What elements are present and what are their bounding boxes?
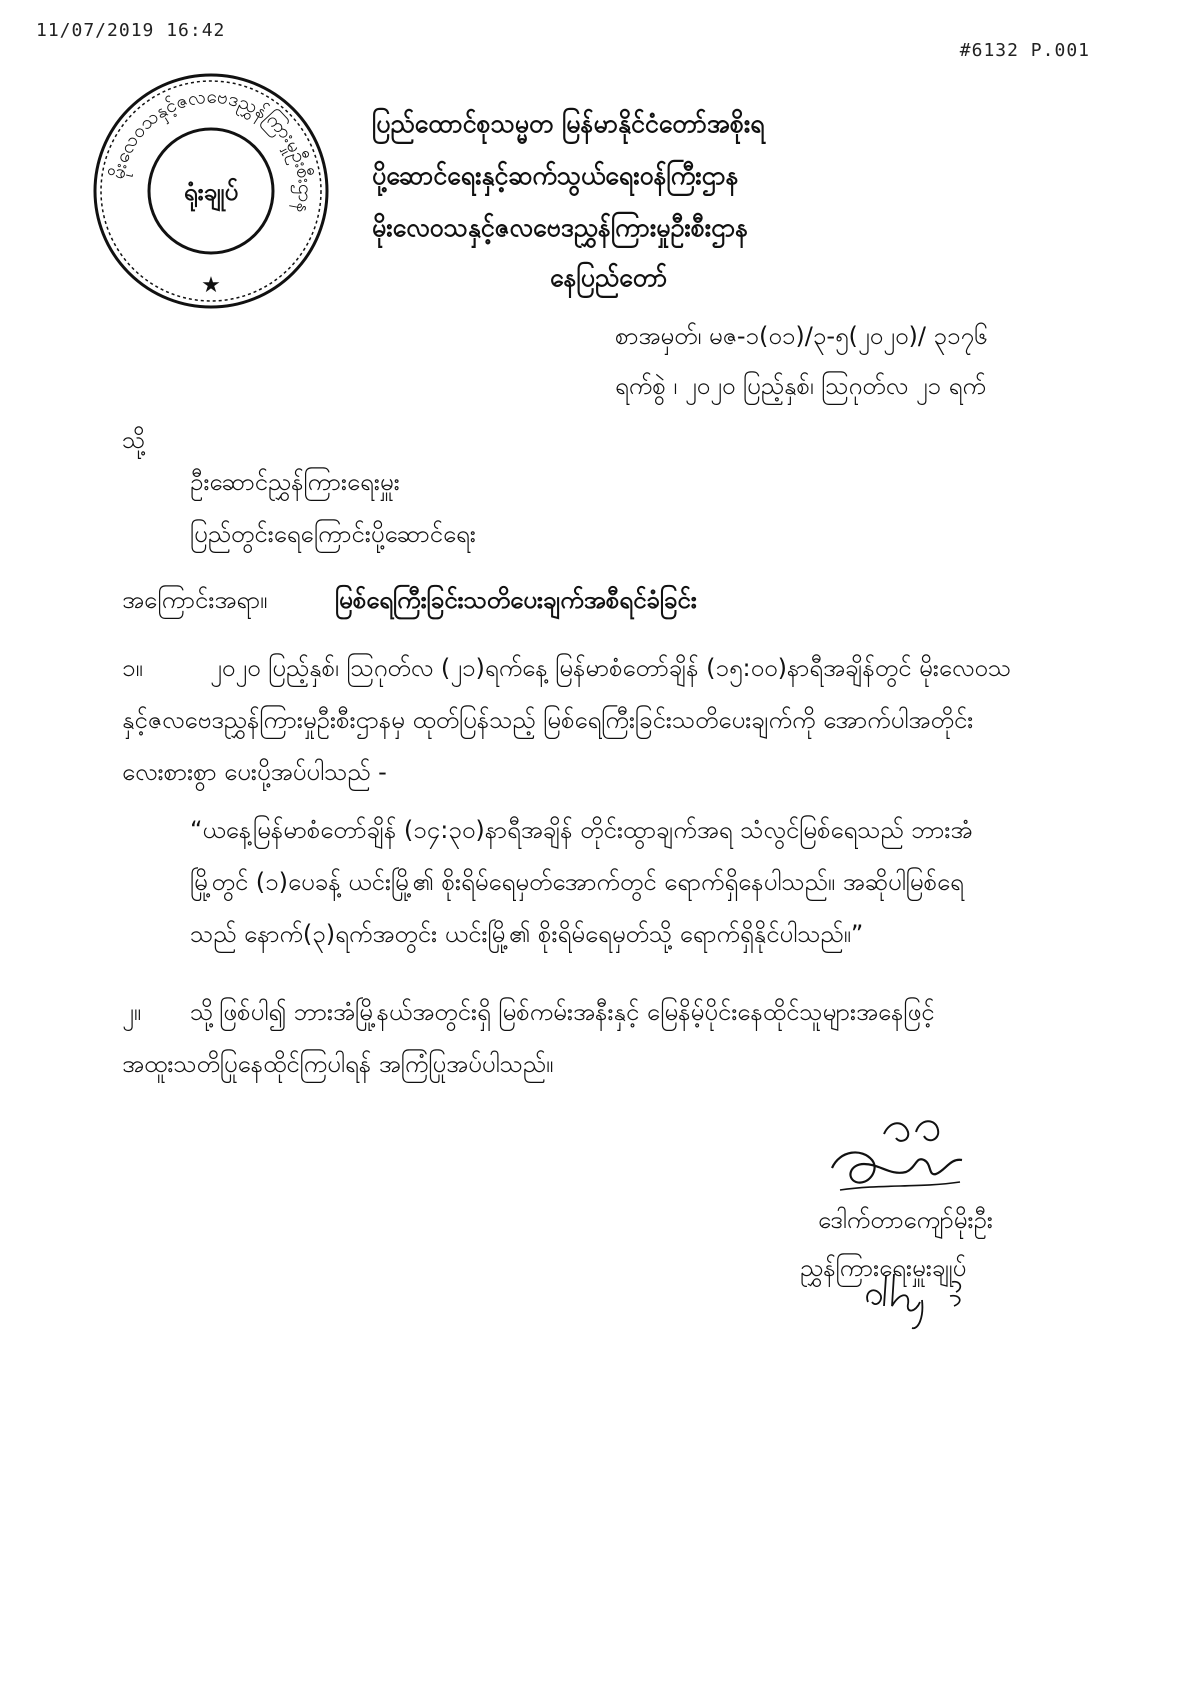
warning-quote-line-2: မြို့တွင် (၁)ပေခန့် ယင်းမြို့၏ စိုးရိမ်ရေမှတ်အောက်တွင် ရောက်ရှိနေပါသည်။ အဆိုပါမြစ်ရေ (190, 868, 964, 896)
fax-page-number: #6132 P.001 (959, 40, 1090, 61)
handwritten-initials (860, 1262, 980, 1332)
warning-quote-line-3: သည် နောက်(၃)ရက်အတွင်း ယင်းမြို့၏ စိုးရိမ်ရေမှတ်သို့ ရောက်ရှိနိုင်ပါသည်။” (190, 920, 864, 948)
recipient-to: သို့ (122, 426, 146, 454)
paragraph-1-line-2: နှင့်ဇလဗေဒညွှန်ကြားမှုဦးစီးဌာနမှ ထုတ်ပြန်သည့် မြစ်ရေကြီးခြင်းသတိပေးချက်ကို အောက်ပါအတိုင်း (122, 706, 974, 734)
recipient-title: ဦးဆောင်ညွှန်ကြားရေးမှူး (190, 468, 400, 496)
reference-number: စာအမှတ်၊ မဇ-၁(၀၁)/၃-၅(၂၀၂၀)/ ၃၁၇၆ (615, 322, 988, 350)
seal-ring-text: မိုးလေဝသနှင့်ဇလဗေဒညွှန်ကြားမှုဦးစီးဌာန (106, 85, 317, 216)
signer-title: ညွှန်ကြားရေးမှူးချုပ် (800, 1254, 967, 1282)
letterhead-government: ပြည်ထောင်စုသမ္မတ မြန်မာနိုင်ငံတော်အစိုးရ (372, 109, 765, 138)
letter-date: ရက်စွဲ ၊ ၂၀၂၀ ပြည့်နှစ်၊ ဩဂုတ်လ ၂၁ ရက် (615, 372, 986, 400)
seal-center-text: ရုံးချုပ် (183, 178, 239, 206)
paragraph-1-line-1: ၂၀၂၀ ပြည့်နှစ်၊ ဩဂုတ်လ (၂၁)ရက်နေ့ မြန်မာစံတော်ချိန် (၁၅:၀၀)နာရီအချိန်တွင် မိုးလေဝသ (210, 654, 1012, 682)
subject-text: မြစ်ရေကြီးခြင်းသတိပေးချက်အစီရင်ခံခြင်း (335, 586, 697, 614)
handwritten-signature (820, 1098, 970, 1208)
letterhead-ministry: ပို့ဆောင်ရေးနှင့်ဆက်သွယ်ရေးဝန်ကြီးဌာန (372, 161, 739, 190)
letterhead-city: နေပြည်တော် (550, 263, 668, 292)
recipient-organization: ပြည်တွင်းရေကြောင်းပို့ဆောင်ရေး (190, 520, 476, 548)
paragraph-2-line-1: သို့ဖြစ်ပါ၍ ဘားအံမြို့နယ်အတွင်းရှိ မြစ်ကမ်းအနီးနှင့် မြေနိမ့်ပိုင်းနေထိုင်သူများအနေဖြင့် (190, 998, 935, 1026)
paragraph-1-line-3: လေးစားစွာ ပေးပို့အပ်ပါသည် - (122, 758, 387, 786)
paragraph-2-number: ၂။ (122, 998, 142, 1026)
letterhead-department: မိုးလေဝသနှင့်ဇလဗေဒညွှန်ကြားမှုဦးစီးဌာန (372, 213, 749, 242)
paragraph-2-line-2: အထူးသတိပြုနေထိုင်ကြပါရန် အကြံပြုအပ်ပါသည်။ (122, 1050, 554, 1078)
seal-star-icon: ★ (201, 273, 221, 298)
signer-name: ဒေါက်တာကျော်မိုးဦး (818, 1206, 993, 1234)
warning-quote-line-1: “ယနေ့မြန်မာစံတော်ချိန် (၁၄:၃၀)နာရီအချိန် တိုင်းထွာချက်အရ သံလွင်မြစ်ရေသည် ဘားအံ (190, 816, 973, 844)
subject-label: အကြောင်းအရာ။ (122, 586, 268, 614)
fax-timestamp: 11/07/2019 16:42 (36, 20, 226, 41)
department-seal (90, 70, 332, 312)
paragraph-1-number: ၁။ (122, 654, 143, 682)
